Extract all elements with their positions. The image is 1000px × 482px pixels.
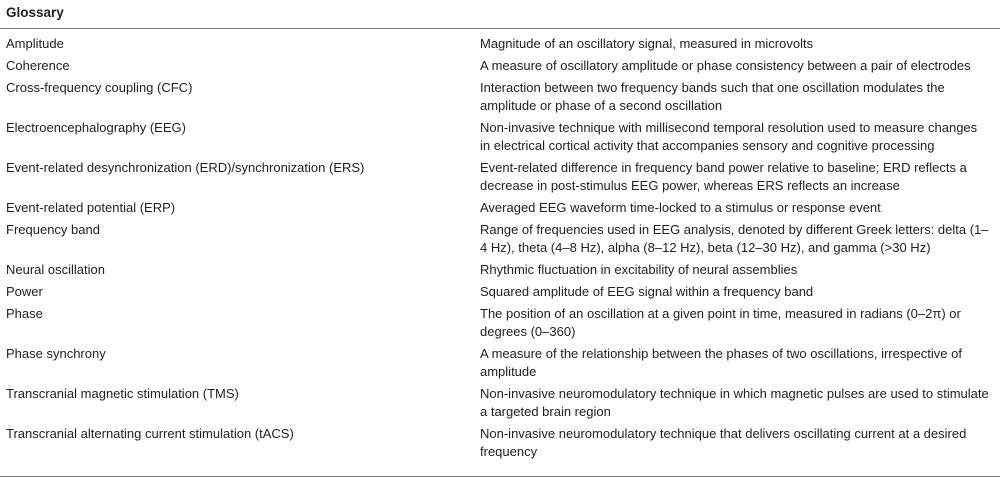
- glossary-definition: A measure of oscillatory amplitude or phase consistency between a pair of electrodes: [480, 58, 971, 73]
- glossary-row: [0, 385, 1000, 425]
- glossary-term: Neural oscillation: [6, 262, 105, 277]
- glossary-row: [0, 283, 1000, 305]
- glossary-row: [0, 221, 1000, 261]
- glossary-definition: Non-invasive neuromodulatory technique in which magnetic pulses are used to stimulate a targeted brain region: [480, 386, 989, 419]
- glossary-definition: Interaction between two frequency bands such that one oscillation modulates the amplitude or phase of a second oscillation: [480, 80, 945, 113]
- glossary-term: Frequency band: [6, 222, 100, 237]
- footer-rule: [0, 476, 1000, 477]
- glossary-term: Coherence: [6, 58, 70, 73]
- glossary-title: Glossary: [6, 5, 64, 20]
- glossary-definition: Non-invasive technique with millisecond temporal resolution used to measure changes in electrical cortical activity that accompanies sensory and cognitive processing: [480, 120, 978, 153]
- glossary-row: [0, 35, 1000, 57]
- glossary-definition: Non-invasive neuromodulatory technique that delivers oscillating current at a desired frequency: [480, 426, 967, 459]
- glossary-definition: A measure of the relationship between the phases of two oscillations, irrespective of amplitude: [480, 346, 962, 379]
- glossary-row: [0, 305, 1000, 345]
- glossary-row: [0, 261, 1000, 283]
- glossary-term: Power: [6, 284, 43, 299]
- glossary-term: Amplitude: [6, 36, 64, 51]
- glossary-definition: Squared amplitude of EEG signal within a frequency band: [480, 284, 814, 299]
- glossary-term: Electroencephalography (EEG): [6, 120, 186, 135]
- glossary-definition: Event-related difference in frequency band power relative to baseline; ERD reflects a decrease in post-stimulus EEG power, whereas ERS reflects an increase: [480, 160, 967, 193]
- glossary-row: [0, 57, 1000, 79]
- glossary-row: [0, 345, 1000, 385]
- glossary-definition: Magnitude of an oscillatory signal, measured in microvolts: [480, 36, 814, 51]
- glossary-row: [0, 159, 1000, 199]
- glossary-row: [0, 79, 1000, 119]
- glossary-term: Phase synchrony: [6, 346, 106, 361]
- glossary-definition: Averaged EEG waveform time-locked to a stimulus or response event: [480, 200, 881, 215]
- glossary-row: [0, 425, 1000, 465]
- glossary-term: Phase: [6, 306, 43, 321]
- glossary-definition: The position of an oscillation at a given point in time, measured in radians (0–2π) or degrees (0–360): [480, 306, 961, 339]
- glossary-rows: [0, 29, 1000, 465]
- glossary-definition: Range of frequencies used in EEG analysis, denoted by different Greek letters: delta (1–4 Hz), theta (4–8 Hz), alpha (8–12 Hz), beta (12–30 Hz), and gamma (>30 Hz): [480, 222, 989, 255]
- glossary-term: Cross-frequency coupling (CFC): [6, 80, 193, 95]
- glossary-term: Transcranial alternating current stimulation (tACS): [6, 426, 294, 441]
- glossary-term: Transcranial magnetic stimulation (TMS): [6, 386, 239, 401]
- glossary-term: Event-related desynchronization (ERD)/synchronization (ERS): [6, 160, 365, 175]
- glossary-row: [0, 199, 1000, 221]
- glossary-definition: Rhythmic fluctuation in excitability of neural assemblies: [480, 262, 798, 277]
- glossary-row: [0, 119, 1000, 159]
- glossary-term: Event-related potential (ERP): [6, 200, 176, 215]
